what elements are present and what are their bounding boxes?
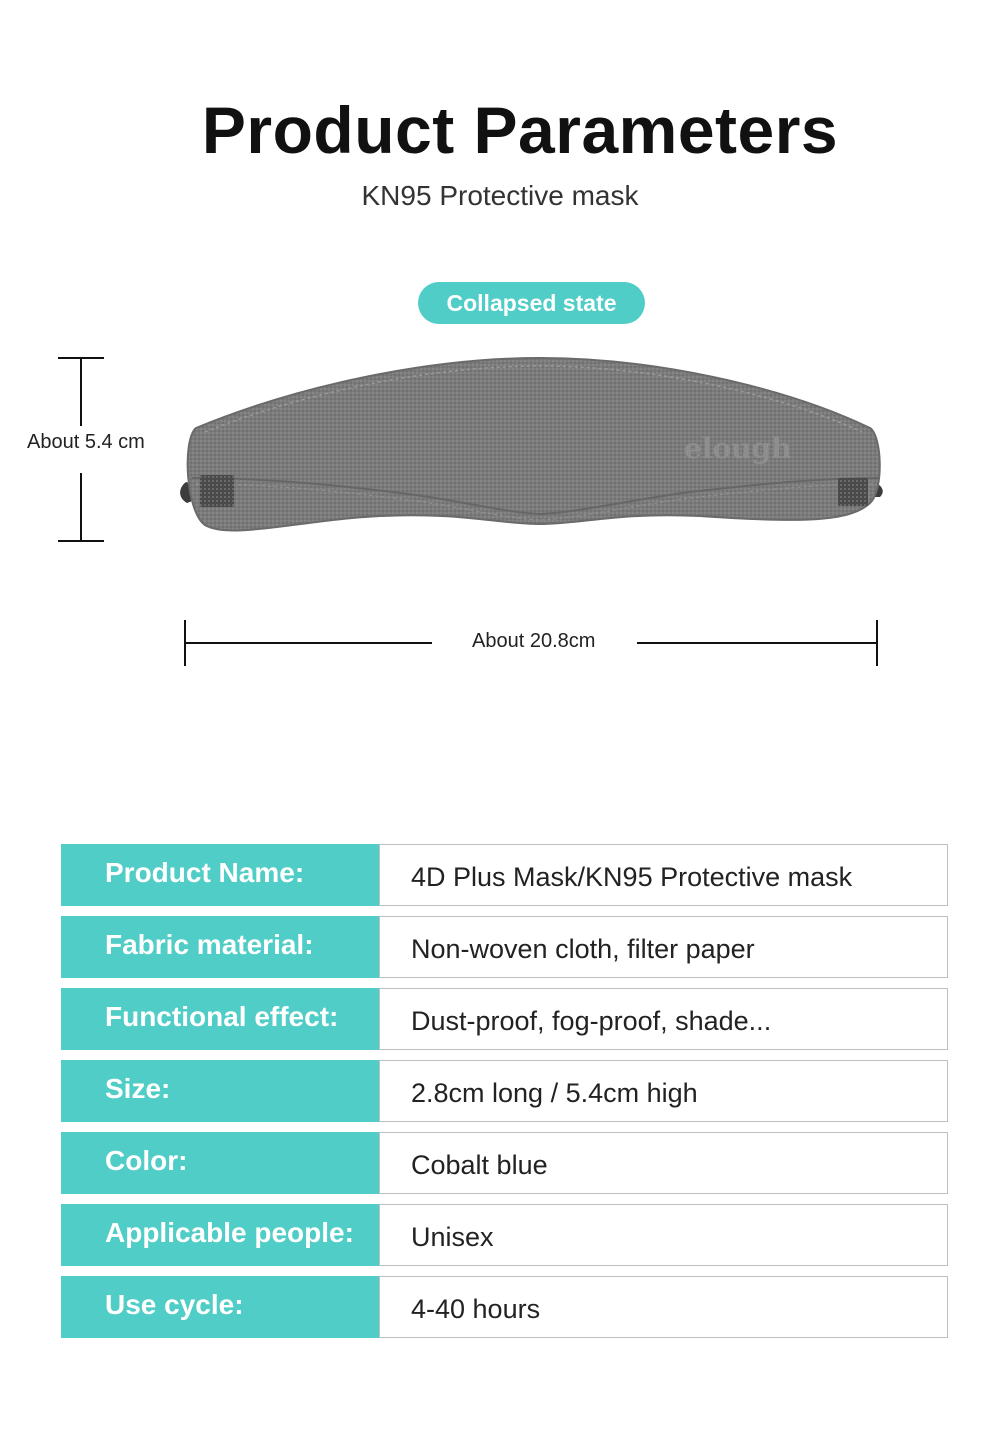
page-title: Product Parameters xyxy=(201,93,839,167)
parameter-row-use-cycle xyxy=(61,1276,948,1338)
parameter-value: 4D Plus Mask/KN95 Protective mask xyxy=(379,844,948,906)
parameter-row-size xyxy=(61,1060,948,1122)
parameter-row-functional-effect xyxy=(61,988,948,1050)
parameter-value: Unisex xyxy=(379,1204,948,1266)
mask-watermark: elough xyxy=(684,432,792,465)
collapsed-state-badge: Collapsed state xyxy=(418,282,645,324)
parameter-row-applicable-people xyxy=(61,1204,948,1266)
parameter-key: Fabric material: xyxy=(61,916,379,978)
parameter-key: Applicable people: xyxy=(61,1204,379,1266)
parameter-key: Color: xyxy=(61,1132,379,1194)
height-dimension-label: About 5.4 cm xyxy=(27,431,145,453)
mask-image xyxy=(180,358,883,531)
parameter-row-color xyxy=(61,1132,948,1194)
parameter-value: Dust-proof, fog-proof, shade... xyxy=(379,988,948,1050)
parameter-value: 2.8cm long / 5.4cm high xyxy=(379,1060,948,1122)
parameter-key: Product Name: xyxy=(61,844,379,906)
page-subtitle: KN95 Protective mask xyxy=(361,180,639,211)
parameter-key: Functional effect: xyxy=(61,988,379,1050)
parameter-row-product-name xyxy=(61,844,948,906)
parameter-row-fabric-material xyxy=(61,916,948,978)
parameter-value: Non-woven cloth, filter paper xyxy=(379,916,948,978)
parameter-value: 4-40 hours xyxy=(379,1276,948,1338)
parameter-key: Use cycle: xyxy=(61,1276,379,1338)
parameter-value: Cobalt blue xyxy=(379,1132,948,1194)
parameter-table xyxy=(61,844,948,1348)
width-dimension-label: About 20.8cm xyxy=(472,630,596,652)
parameter-key: Size: xyxy=(61,1060,379,1122)
